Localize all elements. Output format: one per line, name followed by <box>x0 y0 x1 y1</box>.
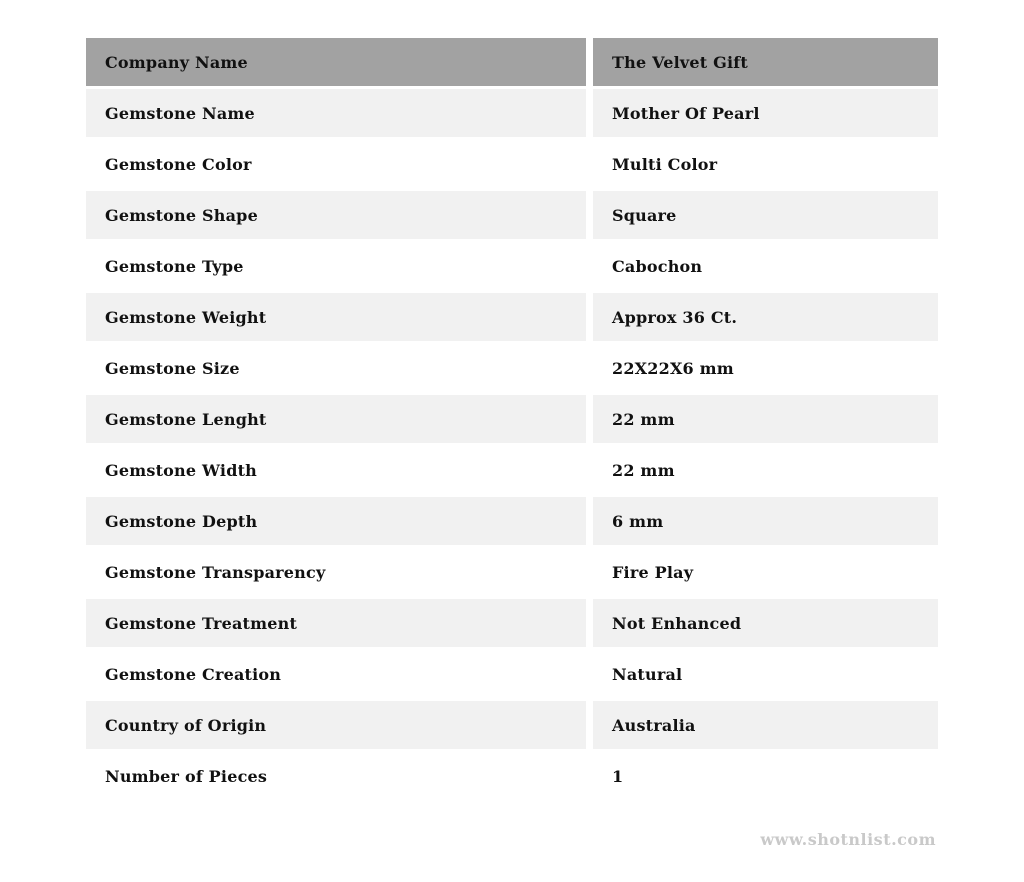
row-value-gemstone-name: Mother Of Pearl <box>593 89 938 137</box>
row-label-number-of-pieces: Number of Pieces <box>86 752 586 800</box>
row-value-gemstone-color: Multi Color <box>593 140 938 188</box>
row-value-gemstone-type: Cabochon <box>593 242 938 290</box>
row-value-gemstone-transparency: Fire Play <box>593 548 938 596</box>
row-label-gemstone-treatment: Gemstone Treatment <box>86 599 586 647</box>
row-value-number-of-pieces: 1 <box>593 752 938 800</box>
row-label-gemstone-depth: Gemstone Depth <box>86 497 586 545</box>
row-value-gemstone-depth: 6 mm <box>593 497 938 545</box>
row-value-gemstone-shape: Square <box>593 191 938 239</box>
row-label-gemstone-size: Gemstone Size <box>86 344 586 392</box>
row-label-country-of-origin: Country of Origin <box>86 701 586 749</box>
header-value-cell: The Velvet Gift <box>593 38 938 86</box>
row-value-gemstone-size: 22X22X6 mm <box>593 344 938 392</box>
row-label-gemstone-weight: Gemstone Weight <box>86 293 586 341</box>
row-value-gemstone-weight: Approx 36 Ct. <box>593 293 938 341</box>
row-value-gemstone-lenght: 22 mm <box>593 395 938 443</box>
header-label-cell: Company Name <box>86 38 586 86</box>
gemstone-spec-table <box>86 38 938 800</box>
watermark-text: www.shotnlist.com <box>760 830 936 849</box>
row-label-gemstone-lenght: Gemstone Lenght <box>86 395 586 443</box>
row-label-gemstone-color: Gemstone Color <box>86 140 586 188</box>
row-value-country-of-origin: Australia <box>593 701 938 749</box>
row-label-gemstone-shape: Gemstone Shape <box>86 191 586 239</box>
row-value-gemstone-creation: Natural <box>593 650 938 698</box>
row-value-gemstone-treatment: Not Enhanced <box>593 599 938 647</box>
row-label-gemstone-name: Gemstone Name <box>86 89 586 137</box>
row-label-gemstone-transparency: Gemstone Transparency <box>86 548 586 596</box>
row-label-gemstone-creation: Gemstone Creation <box>86 650 586 698</box>
row-label-gemstone-type: Gemstone Type <box>86 242 586 290</box>
row-label-gemstone-width: Gemstone Width <box>86 446 586 494</box>
row-value-gemstone-width: 22 mm <box>593 446 938 494</box>
